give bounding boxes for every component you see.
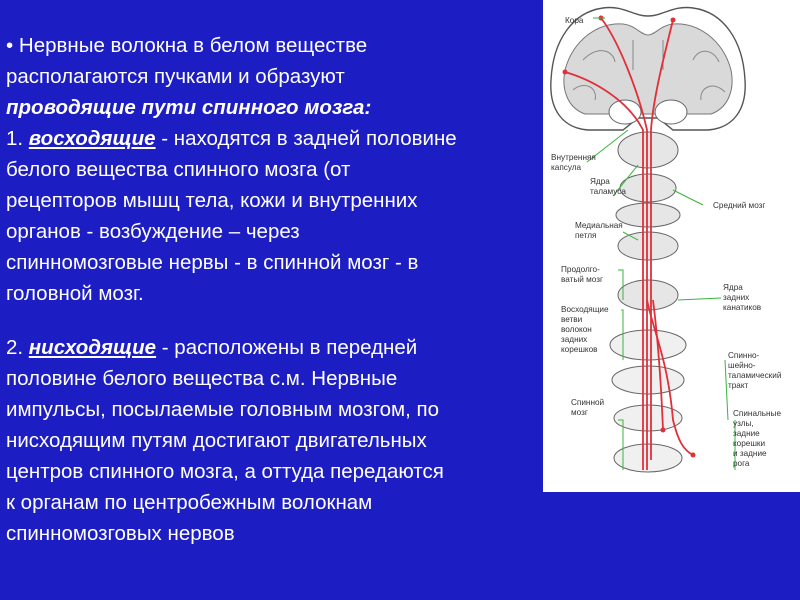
item2-number: 2. (6, 336, 29, 359)
label-nuc-3: канатиков (723, 303, 762, 312)
label-capsule-2: капсула (551, 163, 582, 172)
slide-text (6, 30, 536, 549)
item1-rest: - находятся в задней половине (155, 127, 457, 150)
item1-number: 1. (6, 127, 29, 150)
item1-line-2: белого вещества спинного мозга (от (6, 158, 351, 181)
item2-line-5: центров спинного мозга, а оттуда передаются (6, 460, 444, 483)
item2-line-3: импульсы, посылаемые головным мозгом, по (6, 398, 440, 421)
label-med-1: Продолго- (561, 265, 600, 274)
item2-line-1 (6, 332, 536, 363)
paragraph-gap (6, 309, 536, 332)
item1-line-3: рецепторов мышц тела, кожи и внутренних (6, 189, 418, 212)
intro-line-1: Нервные волокна в белом веществе (18, 34, 368, 57)
item1-line-4: органов - возбуждение – через (6, 220, 300, 243)
item2-term: нисходящие (28, 336, 157, 359)
label-stt-3: таламический (728, 371, 782, 380)
item2-line-7: спинномозговых нервов (6, 522, 235, 545)
label-sc-2: мозг (571, 408, 588, 417)
label-asc-1: Восходящие (561, 305, 609, 314)
label-nuc-1: Ядра (723, 283, 743, 292)
label-gang-6: рога (733, 459, 750, 468)
label-gang-5: и задние (733, 449, 767, 458)
item2-line-4: нисходящим путям достигают двигательных (6, 429, 427, 452)
pathway-diagram (543, 0, 800, 492)
intro-line-2: располагаются пучками и образуют (6, 65, 345, 88)
item1-term: восходящие (28, 127, 156, 150)
label-med-2: ватый мозг (561, 275, 603, 284)
label-gang-2: узлы, (733, 419, 754, 428)
brain-cross-section (551, 7, 745, 168)
text-line-1 (6, 30, 536, 61)
label-sc-1: Спинной (571, 398, 605, 407)
label-lemn-2: петля (575, 231, 597, 240)
item1-line-6: головной мозг. (6, 282, 144, 305)
label-stt-4: тракт (728, 381, 749, 390)
item1-line-1 (6, 123, 536, 154)
label-gang-4: корешки (733, 439, 766, 448)
item1-line-5: спинномозговые нервы - в спинной мозг - в (6, 251, 419, 274)
bullet: • (6, 34, 14, 57)
label-stt-2: шейно- (728, 361, 756, 370)
label-kora: Кора (565, 16, 584, 25)
label-lemn-1: Медиальная (575, 221, 623, 230)
item2-line-6: к органам по центробежным волокнам (6, 491, 373, 514)
label-capsule-1: Внутренняя (551, 153, 596, 162)
label-asc-4: задних (561, 335, 588, 344)
label-thal-1: Ядра (590, 177, 610, 186)
label-stt-1: Спинно- (728, 351, 760, 360)
intro-line-3-emphasis: проводящие пути спинного мозга: (6, 96, 372, 119)
label-midbrain: Средний мозг (713, 201, 766, 210)
label-asc-3: волокон (561, 325, 592, 334)
label-asc-5: корешков (561, 345, 598, 354)
label-gang-1: Спинальные (733, 409, 781, 418)
pathway-diagram-svg (543, 0, 800, 492)
item2-line-2: половине белого вещества с.м. Нервные (6, 367, 398, 390)
label-asc-2: ветви (561, 315, 583, 324)
label-nuc-2: задних (723, 293, 750, 302)
label-gang-3: задние (733, 429, 760, 438)
item2-rest: - расположены в передней (156, 336, 418, 359)
label-thal-2: таламуса (590, 187, 626, 196)
